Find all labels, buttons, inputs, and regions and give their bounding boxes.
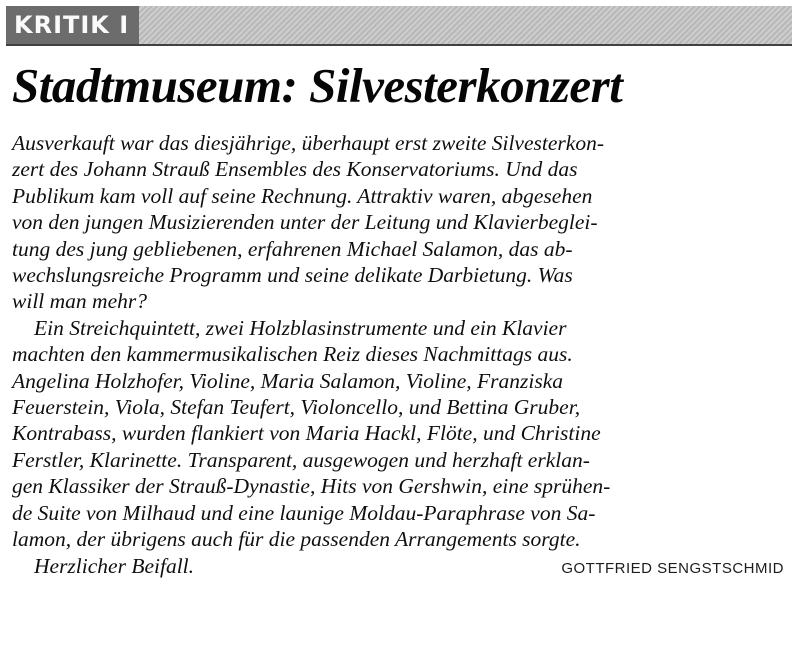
article-headline: Stadtmuseum: Silvesterkonzert [12,58,623,113]
text-line: Ferstler, Klarinette. Transparent, ausgewogen und herzhaft erklan- [12,447,590,472]
text-line: lamon, der übrigens auch für die passenden Arrangements sorgte. [12,527,581,552]
text-line: Publikum kam voll auf seine Rechnung. Attraktiv waren, abgesehen [12,183,593,208]
text-line: Herzlicher Beifall. [34,553,195,578]
last-line-row [12,553,792,579]
article-body [12,130,792,579]
article-paragraph-2 [12,315,792,579]
text-line: Ein Streichquintett, zwei Holzblasinstrumente und ein Klavier [34,315,567,340]
text-line: zert des Johann Strauß Ensembles des Konservatoriums. Und das [12,157,578,182]
text-line: gen Klassiker der Strauß-Dynastie, Hits von Gershwin, eine sprühen- [12,474,611,499]
text-line: tung des jung gebliebenen, erfahrenen Michael Salamon, das ab- [12,236,573,261]
text-line: will man mehr? [12,289,147,314]
text-line: wechslungsreiche Programm und seine delikate Darbietung. Was [12,263,573,288]
text-line: Feuerstein, Viola, Stefan Teufert, Violoncello, und Bettina Gruber, [12,395,581,420]
text-line: Angelina Holzhofer, Violine, Maria Salamon, Violine, Franziska [12,368,563,393]
article-paragraph-1 [12,130,792,315]
text-line: Kontrabass, wurden flankiert von Maria Hackl, Flöte, und Christine [12,421,601,446]
author-byline: GOTTFRIED SENGSTSCHMID [561,559,784,577]
section-kicker: KRITIK I [6,6,139,44]
text-line: Ausverkauft war das diesjährige, überhaupt erst zweite Silvesterkon- [12,131,604,155]
text-line: machten den kammermusikalischen Reiz dieses Nachmittags aus. [12,342,573,367]
text-line: von den jungen Musizierenden unter der Leitung und Klavierbeglei- [12,210,598,235]
text-line: de Suite von Milhaud und eine launige Moldau-Paraphrase von Sa- [12,500,596,525]
